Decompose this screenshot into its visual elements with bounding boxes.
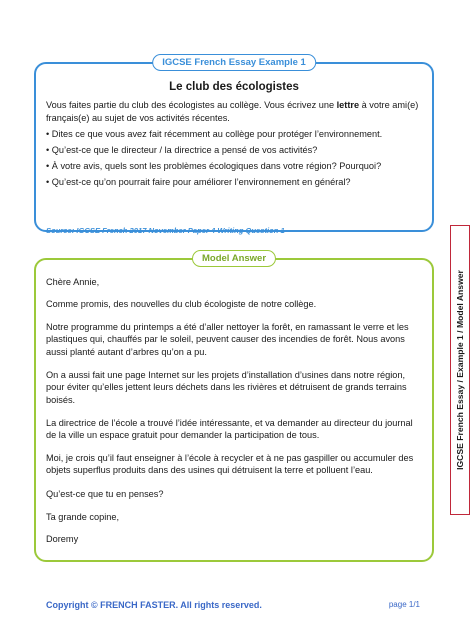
model-answer-box [34, 253, 434, 562]
prompt-bullet: • Qu’est-ce que le directeur / la directrice a pensé de vos activités? [46, 145, 318, 155]
answer-signature: Doremy [46, 534, 79, 544]
footer-copyright: Copyright © FRENCH FASTER. All rights reserved. [46, 600, 262, 610]
side-tab [450, 225, 470, 515]
model-answer-pill-label: Model Answer [192, 250, 276, 267]
answer-paragraph: Qu’est-ce que tu en penses? [46, 489, 164, 499]
answer-paragraph: On a aussi fait une page Internet sur les projets d’installation d’usines dans notre région, pour éviter qu’elles jettent leurs déchets dans les rivières et détruisent de grands terrains boisés. [46, 370, 407, 405]
prompt-bullet-list [46, 126, 424, 190]
answer-greeting: Chère Annie, [46, 277, 100, 287]
answer-signoff: Ta grande copine, [46, 512, 120, 522]
prompt-intro [46, 99, 424, 124]
side-tab-label: IGCSE French Essay / Example 1 / Model Answer [455, 270, 465, 470]
intro-text-start: Vous faites partie du club des écologistes au collège. Vous écrivez une [46, 100, 337, 110]
answer-paragraph: Comme promis, des nouvelles du club écologiste de notre collège. [46, 299, 317, 309]
intro-text-end: à votre ami(e) français(e) au sujet de vos activités récentes. [46, 100, 419, 123]
prompt-bullet: • Qu’est-ce qu’on pourrait faire pour améliorer l’environnement en général? [46, 177, 351, 187]
prompt-source: Source: IGCSE French 2017 November Paper 4 Writing Question 1 [46, 226, 285, 235]
answer-paragraph: Moi, je crois qu’il faut enseigner à l’école à recycler et à ne pas gaspiller ou accumuler des objets superflus produits dans des usines qui détruisent la terre et polluent l’eau. [46, 453, 414, 476]
footer-page-number: page 1/1 [388, 600, 420, 609]
prompt-pill-label: IGCSE French Essay Example 1 [152, 54, 316, 71]
answer-paragraph: Notre programme du printemps a été d’aller nettoyer la forêt, en ramassant le verre et les plastiques qui, chauffés par le soleil, peuvent causer des incendies de forêt. Nous avons aussi planté autant d’arbres qu’on a pu. [46, 322, 409, 357]
answer-paragraph: La directrice de l’école a trouvé l’idée intéressante, et va demander au directeur du journal de la ville un espace gratuit pour demander la participation de tous. [46, 418, 413, 441]
prompt-box [34, 57, 434, 235]
prompt-bullet: • Dites ce que vous avez fait récemment au collège pour protéger l’environnement. [46, 129, 383, 139]
prompt-bullet: • À votre avis, quels sont les problèmes écologiques dans votre région? Pourquoi? [46, 161, 382, 171]
prompt-title: Le club des écologistes [169, 81, 299, 93]
intro-bold-word: lettre [336, 100, 360, 110]
